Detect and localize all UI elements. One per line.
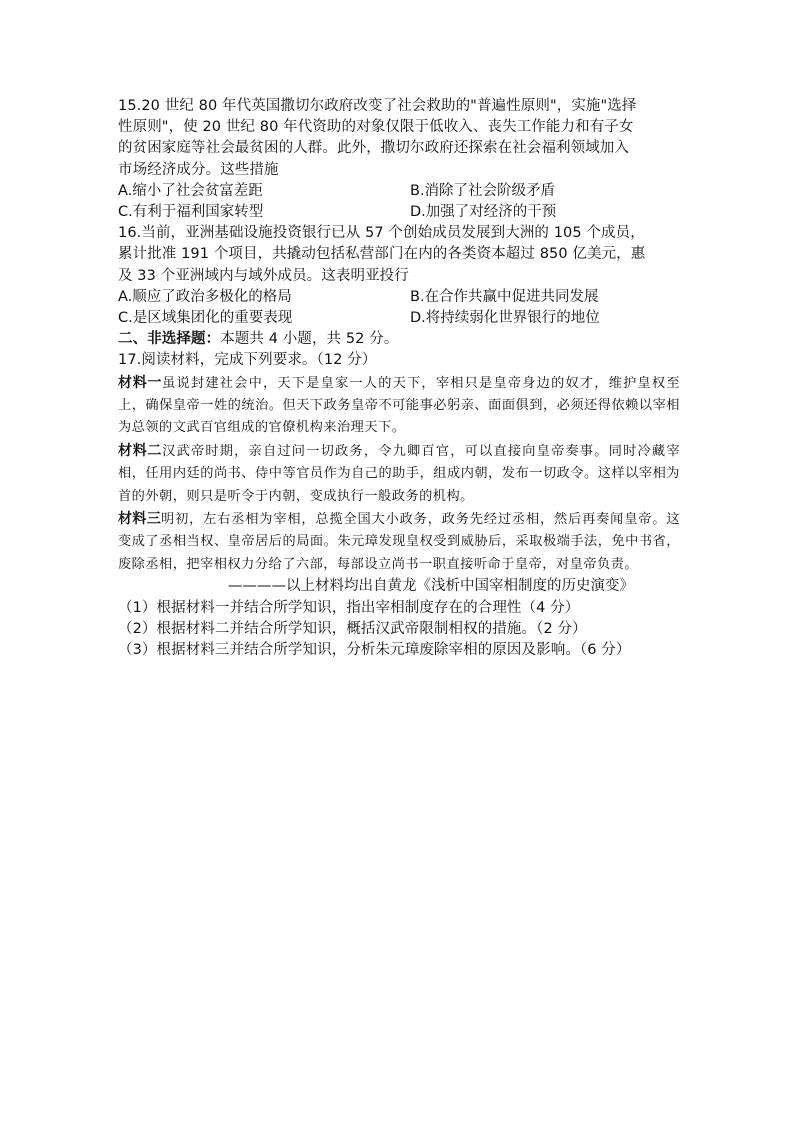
question-15-options-row-1 bbox=[118, 181, 680, 202]
question-15-line-1: 15.20 世纪 80 年代英国撒切尔政府改变了社会救助的"普遍性原则"，实施"选择 bbox=[118, 98, 637, 114]
question-15-line-4: 市场经济成分。这些措施 bbox=[118, 161, 279, 178]
material-3-label: 材料三 bbox=[118, 511, 162, 528]
question-15-option-c: C.有利于福利国家转型 bbox=[118, 204, 264, 221]
sub-question-1: （1）根据材料一并结合所学知识，指出宰相制度存在的合理性（4 分） bbox=[118, 599, 580, 616]
question-16-line-1: 16.当前，亚洲基础设施投资银行已从 57 个创始成员发展到大洲的 105 个成员， bbox=[118, 225, 645, 242]
question-17-stem: 17.阅读材料，完成下列要求。（12 分） bbox=[118, 352, 377, 369]
material-2 bbox=[118, 440, 680, 508]
material-2-text: 汉武帝时期，亲自过问一切政务，令九卿百官，可以直接向皇帝奏事。同时冷藏宰相，任用内廷的尚书、侍中等官员作为自己的助手，组成内朝，发布一切政令。这样以宰相为首的外朝，则只是听令于内朝，变成执行一般政务的机构。 bbox=[118, 443, 681, 504]
material-3-text: 明初，左右丞相为宰相，总揽全国大小政务，政务先经过丞相，然后再奏闻皇帝。这变成了丞相当权、皇帝居后的局面。朱元璋发现皇权受到威胁后，采取极端手法，免中书省，废除丞相，把宰相权力分给了六部，每部设立尚书一职直接听命于皇帝，对皇帝负责。 bbox=[118, 512, 681, 572]
material-1-label: 材料一 bbox=[118, 374, 163, 391]
question-16-line-2: 累计批准 191 个项目，共撬动包括私营部门在内的各类资本超过 850 亿美元，惠 bbox=[118, 246, 646, 263]
material-2-label: 材料二 bbox=[118, 442, 163, 459]
question-16-line-3: 及 33 个亚洲域内与域外成员。这表明亚投行 bbox=[118, 267, 409, 284]
page-content bbox=[118, 96, 680, 661]
question-15-line-3: 的贫困家庭等社会最贫困的人群。此外，撒切尔政府还探索在社会福利领域加入 bbox=[118, 140, 629, 157]
question-15-option-d: D.加强了对经济的干预 bbox=[410, 204, 557, 221]
section-2-title: 二、非选择题： bbox=[118, 331, 221, 348]
question-17 bbox=[118, 350, 680, 661]
section-2-heading bbox=[118, 329, 680, 350]
material-source: ————以上材料均出自黄龙《浅析中国宰相制度的历史演变》 bbox=[228, 578, 634, 595]
question-15-line-2: 性原则"，使 20 世纪 80 年代资助的对象仅限于低收入、丧失工作能力和有子女 bbox=[118, 119, 634, 136]
question-16-option-d: D.将持续弱化世界银行的地位 bbox=[410, 310, 600, 327]
question-16-options-row-2 bbox=[118, 308, 680, 329]
question-15-option-a: A.缩小了社会贫富差距 bbox=[118, 182, 263, 199]
section-2-description: 本题共 4 小题，共 52 分。 bbox=[220, 331, 399, 348]
sub-question-3: （3）根据材料三并结合所学知识，分析朱元璋废除宰相的原因及影响。（6 分） bbox=[118, 641, 631, 658]
question-16 bbox=[118, 223, 680, 329]
question-15-options-row-2 bbox=[118, 202, 680, 223]
material-3 bbox=[118, 508, 680, 576]
question-15 bbox=[118, 96, 680, 223]
question-15-option-b: B.消除了社会阶级矛盾 bbox=[410, 182, 556, 199]
material-1 bbox=[118, 372, 680, 440]
question-16-option-a: A.顺应了政治多极化的格局 bbox=[118, 288, 292, 305]
sub-question-2: （2）根据材料二并结合所学知识，概括汉武帝限制相权的措施。（2 分） bbox=[118, 620, 587, 637]
question-16-option-c: C.是区域集团化的重要表现 bbox=[118, 310, 293, 327]
question-16-options-row-1 bbox=[118, 287, 680, 308]
material-1-text: 虽说封建社会中，天下是皇家一人的天下，宰相只是皇帝身边的奴才，维护皇权至上，确保皇帝一姓的统治。但天下政务皇帝不可能事必躬亲、面面俱到，必须还得依赖以宰相为总领的文武百官组成的官僚机构来治理天下。 bbox=[118, 375, 681, 436]
question-16-option-b: B.在合作共赢中促进共同发展 bbox=[410, 288, 599, 305]
